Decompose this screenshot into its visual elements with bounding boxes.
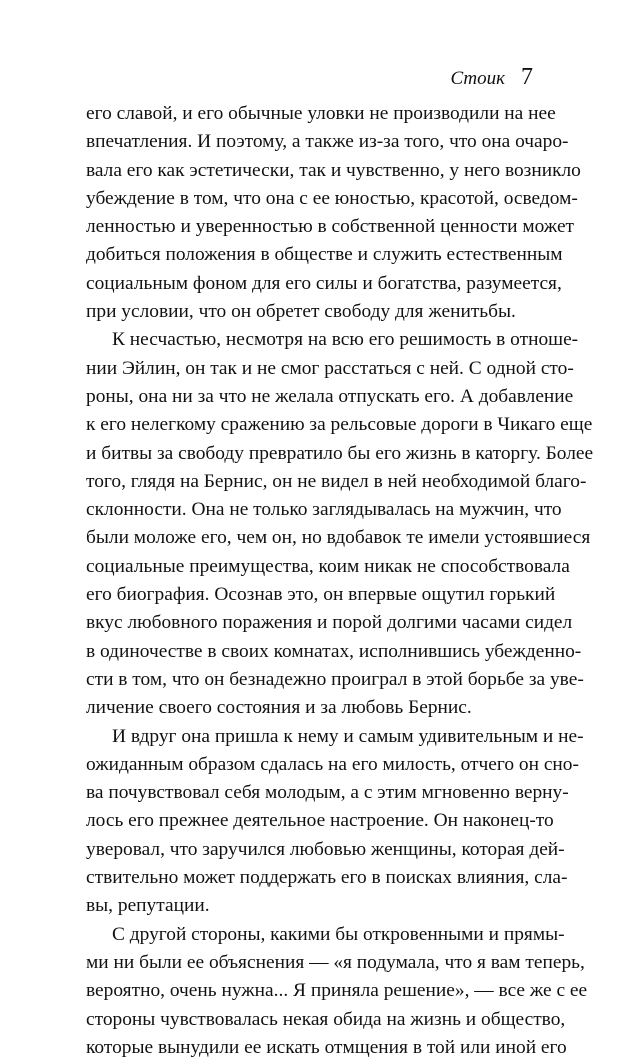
paragraph (86, 723, 584, 921)
text-line: ва почувствовал себя молодым, а с этим мгновенно верну- (86, 782, 569, 804)
text-line: И вдруг она пришла к нему и самым удивительным и не- (112, 725, 584, 747)
text-line: ленностью и уверенностью в собственной ценности может (86, 216, 575, 238)
text-line: его славой, и его обычные уловки не производили на нее (86, 103, 556, 124)
text-line: сти в том, что он безнадежно проиграл в этой борьбе за уве- (86, 668, 584, 690)
text-line: ствительно может поддержать его в поисках влияния, сла- (86, 867, 568, 889)
text-line: к его нелегкому сражению за рельсовые дороги в Чикаго еще (86, 414, 593, 436)
text-line: впечатления. И поэтому, а также из-за того, что она очаро- (86, 131, 569, 153)
paragraph (86, 921, 588, 1062)
text-line: стороны чувствовалась некая обида на жизнь и общество, (86, 1008, 566, 1030)
text-line: которые вынудили ее искать отмщения в той или иной его (86, 1036, 567, 1058)
running-title: Стоик (450, 68, 505, 89)
text-line: нии Эйлин, он так и не смог расстаться с ней. С одной сто- (86, 357, 574, 379)
text-line: вы, репутации. (86, 895, 210, 917)
text-line: социальные преимущества, коим никак не способствовала (86, 555, 570, 577)
text-line: роны, она ни за что не желала отпускать его. А добавление (86, 385, 574, 407)
text-line: С другой стороны, какими бы откровенными и прямы- (112, 923, 565, 945)
text-line: в одиночестве в своих комнатах, исполнившись убежденно- (86, 640, 582, 662)
text-line: уверовал, что заручился любовью женщины, которая дей- (86, 838, 565, 860)
text-line: были моложе его, чем он, но вдобавок те имели устоявшиеся (86, 527, 591, 549)
paragraph (86, 100, 581, 326)
paragraph (86, 326, 594, 722)
running-head (450, 64, 533, 91)
text-line: ми ни были ее объяснения — «я подумала, что я вам теперь, (86, 951, 585, 973)
text-line: вала его как эстетически, так и чувственно, у него возникло (86, 159, 581, 181)
text-line: личение своего состояния и за любовь Бернис. (86, 697, 472, 719)
text-line: вкус любовного поражения и порой долгими часами сидел (86, 612, 573, 634)
text-line: К несчастью, несмотря на всю его решимость в отноше- (112, 329, 579, 351)
text-line: убеждение в том, что она с ее юностью, красотой, осведом- (86, 187, 578, 209)
body-text (86, 100, 594, 1062)
text-line: при условии, что он обретет свободу для женитьбы. (86, 301, 516, 323)
page-number: 7 (521, 64, 533, 90)
text-line: социальным фоном для его силы и богатства, разумеется, (86, 272, 562, 294)
text-line: и битвы за свободу превратило бы его жизнь в каторгу. Более (86, 442, 594, 464)
text-line: того, глядя на Бернис, он не видел в ней необходимой благо- (86, 470, 587, 492)
text-line: добиться положения в обществе и служить естественным (86, 244, 563, 266)
text-line: вероятно, очень нужна... Я приняла решение», — все же с ее (86, 980, 588, 1002)
text-line: ожиданным образом сдалась на его милость, отчего он сно- (86, 753, 579, 775)
text-line: его биография. Осознав это, он впервые ощутил горький (86, 584, 556, 606)
text-line: склонности. Она не только заглядывалась на мужчин, что (86, 499, 562, 521)
text-line: лось его прежнее деятельное настроение. Он наконец-то (86, 810, 554, 832)
